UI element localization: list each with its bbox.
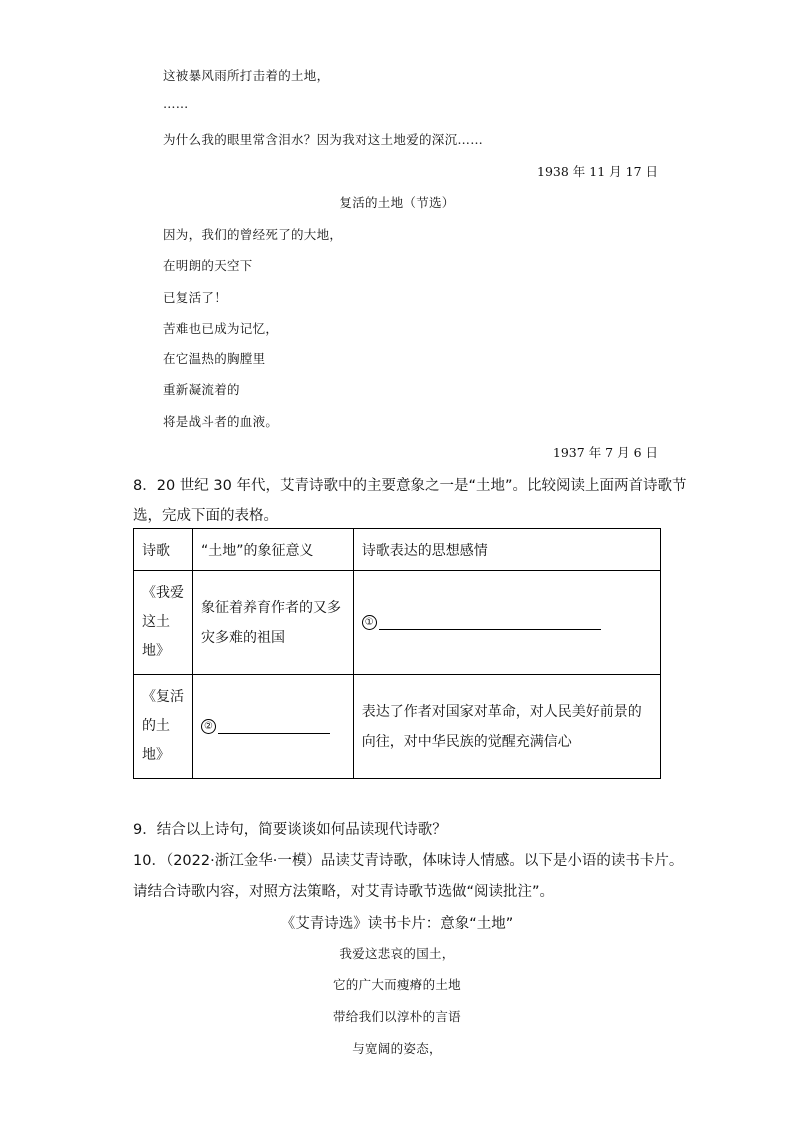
question10-line-2: 请结合诗歌内容，对照方法策略，对艾青诗歌节选做“阅读批注”。 bbox=[133, 884, 555, 900]
poem1-line-2: …… bbox=[163, 96, 189, 111]
circled-number-marker: ① bbox=[362, 615, 377, 630]
poem2-line-1: 因为，我们的曾经死了的大地， bbox=[163, 227, 343, 242]
poem2-line-2: 在明朗的天空下 bbox=[163, 258, 253, 273]
question8-line-2: 选，完成下面的表格。 bbox=[133, 508, 278, 524]
poem1-line-3: 为什么我的眼里常含泪水？因为我对这土地爱的深沉…… bbox=[163, 132, 484, 147]
table-header-row bbox=[134, 529, 661, 571]
question10-line-1: 10．（2022·浙江金华·一模）品读艾青诗歌，体味诗人情感。以下是小语的读书卡片。 bbox=[133, 853, 684, 869]
poem1-line-1: 这被暴风雨所打击着的土地， bbox=[163, 68, 330, 83]
blank-underline bbox=[218, 719, 330, 734]
poem2-line-6: 重新凝流着的 bbox=[163, 382, 240, 397]
table-header-symbol: “土地”的象征意义 bbox=[193, 529, 354, 571]
blank-underline bbox=[379, 615, 601, 630]
table-row bbox=[134, 571, 661, 675]
symbol-table bbox=[133, 528, 661, 779]
poem2-title: 复活的土地（节选） bbox=[339, 195, 455, 210]
poem2-line-4: 苦难也已成为记忆， bbox=[163, 321, 279, 336]
card-line-1: 我爱这悲哀的国土， bbox=[339, 946, 455, 961]
table-header-poem: 诗歌 bbox=[134, 529, 193, 571]
poem2-date: 1937 年 7 月 6 日 bbox=[552, 445, 658, 460]
table-cell-symbol: 象征着养育作者的又多灾多难的祖国 bbox=[201, 599, 341, 646]
card-title: 《艾青诗选》读书卡片：意象“土地” bbox=[280, 916, 514, 932]
question8-line-1: 8．20 世纪 30 年代，艾青诗歌中的主要意象之一是“土地”。比较阅读上面两首诗歌节 bbox=[133, 478, 687, 494]
table-cell-poem: 《我爱这土地》 bbox=[142, 585, 184, 659]
table-cell-poem: 《复活的土地》 bbox=[142, 689, 184, 763]
question9: 9．结合以上诗句，简要谈谈如何品读现代诗歌？ bbox=[133, 822, 447, 838]
circled-number-marker: ② bbox=[201, 719, 216, 734]
card-line-2: 它的广大而瘦瘠的土地 bbox=[332, 977, 461, 992]
card-line-4: 与宽阔的姿态， bbox=[352, 1041, 442, 1056]
table-cell-emotion: 表达了作者对国家对革命，对人民美好前景的向往，对中华民族的觉醒充满信心 bbox=[361, 703, 642, 750]
poem1-date: 1938 年 11 月 17 日 bbox=[537, 164, 658, 179]
poem2-line-7: 将是战斗者的血液。 bbox=[163, 414, 279, 429]
table-row bbox=[134, 675, 661, 779]
answer-blank-2[interactable] bbox=[201, 719, 345, 734]
poem2-line-3: 已复活了！ bbox=[163, 290, 228, 305]
card-line-3: 带给我们以淳朴的言语 bbox=[332, 1009, 461, 1024]
poem2-line-5: 在它温热的胸膛里 bbox=[163, 351, 266, 366]
table-header-emotion: 诗歌表达的思想感情 bbox=[353, 529, 660, 571]
answer-blank-1[interactable] bbox=[362, 615, 652, 630]
